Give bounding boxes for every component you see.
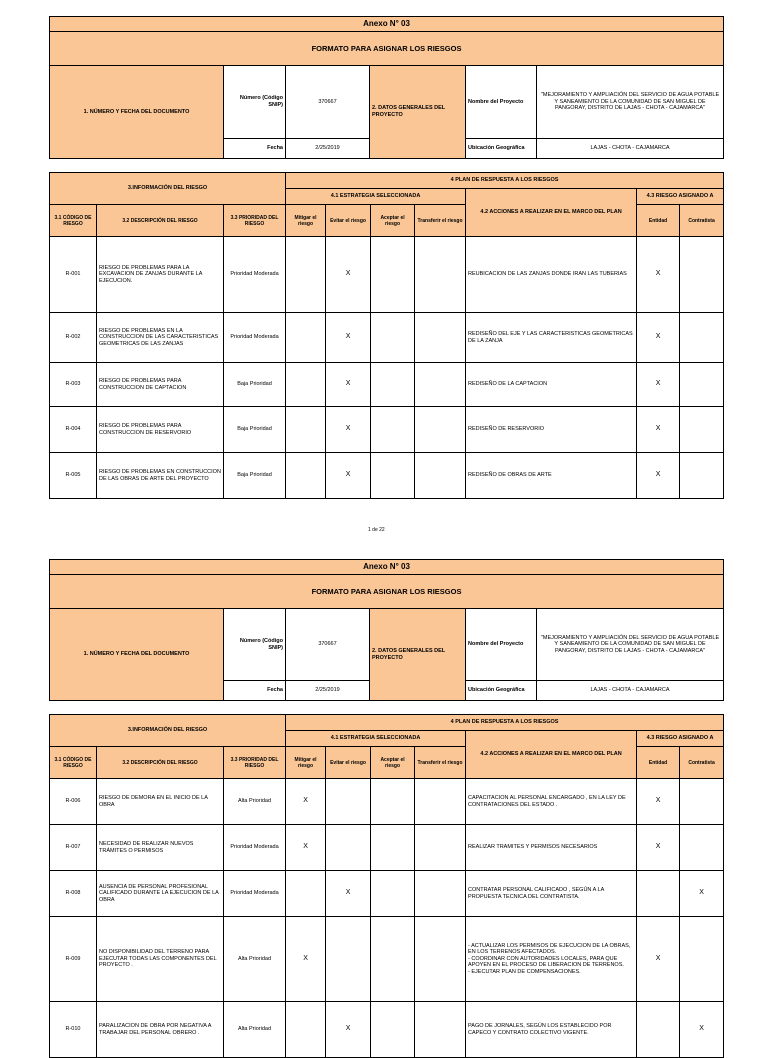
transferir-mark: [415, 313, 466, 363]
table-row: [50, 917, 724, 1002]
numero-value: 370667: [286, 609, 370, 681]
evitar-mark: X: [326, 871, 371, 917]
risk-priority: Prioridad Moderada: [224, 313, 286, 363]
transferir-mark: [415, 1002, 466, 1058]
risk-description: RIESGO DE PROBLEMAS EN LA CONSTRUCCION DE LAS CARACTERISTICAS GEOMETRICAS DE LAS ZANJAS: [97, 313, 224, 363]
ubicacion-value: LAJAS - CHOTA - CAJAMARCA: [537, 139, 724, 159]
aceptar-header: Aceptar el riesgo: [371, 205, 415, 237]
contratista-mark: [680, 407, 724, 453]
annex-title: Anexo N° 03: [50, 17, 724, 32]
risk-code: R-002: [50, 313, 97, 363]
risk-action: - ACTUALIZAR LOS PERMISOS DE EJECUCION DE LA OBRAS, EN LOS TERRENOS AFECTADOS. - COORDINAR CON AUTORIDADES LOCALES, PARA QUE APOYEN EN EL PROCESO DE LIBERACION DE TERRENOS. - EJECUTAR PLAN DE COMPENSACIONES.: [466, 917, 637, 1002]
contratista-header: Contratista: [680, 747, 724, 779]
section-2-label: 2. DATOS GENERALES DEL PROYECTO: [370, 609, 466, 701]
contratista-mark: [680, 917, 724, 1002]
mitigar-mark: [286, 363, 326, 407]
entidad-mark: X: [637, 779, 680, 825]
risk-priority: Prioridad Moderada: [224, 237, 286, 313]
aceptar-mark: [371, 237, 415, 313]
format-title: FORMATO PARA ASIGNAR LOS RIESGOS: [50, 575, 724, 609]
mitigar-mark: [286, 313, 326, 363]
transferir-mark: [415, 871, 466, 917]
aceptar-mark: [371, 871, 415, 917]
table-row: [50, 407, 724, 453]
asignado-header: 4.3 RIESGO ASIGNADO A: [637, 731, 724, 747]
contratista-mark: [680, 313, 724, 363]
fecha-label: Fecha: [224, 681, 286, 701]
entidad-header: Entidad: [637, 205, 680, 237]
table-row: [50, 363, 724, 407]
estrategia-header: 4.1 ESTRATEGIA SELECCIONADA: [286, 731, 466, 747]
codigo-header: 3.1 CÓDIGO DE RIESGO: [50, 205, 97, 237]
aceptar-mark: [371, 407, 415, 453]
table-row: [50, 825, 724, 871]
proyecto-label: Nombre del Proyecto: [466, 609, 537, 681]
table-row: [50, 237, 724, 313]
section-1-label: 1. NÚMERO Y FECHA DEL DOCUMENTO: [50, 609, 224, 701]
contratista-header: Contratista: [680, 205, 724, 237]
section-2-label: 2. DATOS GENERALES DEL PROYECTO: [370, 66, 466, 159]
page-number: 1 de 22: [368, 527, 385, 533]
risk-description: RIESGO DE PROBLEMAS PARA LA EXCAVACION DE ZANJAS DURANTE LA EJECUCION.: [97, 237, 224, 313]
risk-action: PAGO DE JORNALES, SEGÚN LOS ESTABLECIDO POR CAPECO Y CONTRATO COLECTIVO VIGENTE.: [466, 1002, 637, 1058]
risk-description: NECESIDAD DE REALIZAR NUEVOS TRÁMITES O PERMISOS: [97, 825, 224, 871]
fecha-label: Fecha: [224, 139, 286, 159]
table-row: [50, 871, 724, 917]
contratista-mark: [680, 237, 724, 313]
transferir-header: Transferir el riesgo: [415, 747, 466, 779]
evitar-header: Evitar el riesgo: [326, 205, 371, 237]
plan-header: 4 PLAN DE RESPUESTA A LOS RIESGOS: [286, 173, 724, 189]
risk-priority: Baja Prioridad: [224, 407, 286, 453]
risk-code: R-003: [50, 363, 97, 407]
transferir-header: Transferir el riesgo: [415, 205, 466, 237]
contratista-mark: X: [680, 871, 724, 917]
mitigar-mark: [286, 407, 326, 453]
transferir-mark: [415, 779, 466, 825]
contratista-mark: [680, 453, 724, 499]
aceptar-mark: [371, 313, 415, 363]
risk-description: RIESGO DE PROBLEMAS EN CONSTRUCCION DE LAS OBRAS DE ARTE DEL PROYECTO: [97, 453, 224, 499]
entidad-mark: X: [637, 237, 680, 313]
risk-action: REDISEÑO DE OBRAS DE ARTE: [466, 453, 637, 499]
risk-code: R-005: [50, 453, 97, 499]
risk-action: CONTRATAR PERSONAL CALIFICADO , SEGÚN A LA PROPUESTA TECNICA DEL CONTRATISTA.: [466, 871, 637, 917]
risk-code: R-006: [50, 779, 97, 825]
risk-description: RIESGO DE DEMORA EN EL INICIO DE LA OBRA: [97, 779, 224, 825]
descripcion-header: 3.2 DESCRIPCIÓN DEL RIESGO: [97, 747, 224, 779]
numero-label: Número (Código SNIP): [224, 66, 286, 139]
evitar-mark: [326, 779, 371, 825]
aceptar-header: Aceptar el riesgo: [371, 747, 415, 779]
risk-action: REDISEÑO DEL EJE Y LAS CARACTERISTICAS GEOMETRICAS DE LA ZANJA: [466, 313, 637, 363]
info-header: 3.INFORMACIÓN DEL RIESGO: [50, 173, 286, 205]
entidad-mark: X: [637, 825, 680, 871]
info-header: 3.INFORMACIÓN DEL RIESGO: [50, 715, 286, 747]
fecha-value: 2/25/2019: [286, 139, 370, 159]
aceptar-mark: [371, 917, 415, 1002]
contratista-mark: [680, 363, 724, 407]
codigo-header: 3.1 CÓDIGO DE RIESGO: [50, 747, 97, 779]
descripcion-header: 3.2 DESCRIPCIÓN DEL RIESGO: [97, 205, 224, 237]
transferir-mark: [415, 407, 466, 453]
entidad-mark: X: [637, 363, 680, 407]
acciones-header: 4.2 ACCIONES A REALIZAR EN EL MARCO DEL PLAN: [466, 189, 637, 237]
entidad-mark: X: [637, 407, 680, 453]
ubicacion-label: Ubicación Geográfica: [466, 681, 537, 701]
risk-table-1: [49, 172, 724, 499]
aceptar-mark: [371, 363, 415, 407]
risk-description: PARALIZACION DE OBRA POR NEGATIVA A TRABAJAR DEL PERSONAL OBRERO .: [97, 1002, 224, 1058]
risk-code: R-009: [50, 917, 97, 1002]
evitar-mark: [326, 825, 371, 871]
risk-description: NO DISPONIBILIDAD DEL TERRENO PARA EJECUTAR TODAS LAS COMPONENTES DEL PROYECTO .: [97, 917, 224, 1002]
risk-priority: Baja Prioridad: [224, 453, 286, 499]
acciones-header: 4.2 ACCIONES A REALIZAR EN EL MARCO DEL PLAN: [466, 731, 637, 779]
risk-code: R-010: [50, 1002, 97, 1058]
proyecto-value: "MEJORAMIENTO Y AMPLIACIÓN DEL SERVICIO DE AGUA POTABLE Y SANEAMIENTO DE LA COMUNIDAD DE SAN MIGUEL DE PANGORAY, DISTRITO DE LAJAS - CHOTA - CAJAMARCA": [537, 609, 724, 681]
aceptar-mark: [371, 453, 415, 499]
risk-code: R-007: [50, 825, 97, 871]
prioridad-header: 3.3 PRIORIDAD DEL RIESGO: [224, 205, 286, 237]
ubicacion-label: Ubicación Geográfica: [466, 139, 537, 159]
entidad-header: Entidad: [637, 747, 680, 779]
aceptar-mark: [371, 779, 415, 825]
entidad-mark: [637, 1002, 680, 1058]
proyecto-label: Nombre del Proyecto: [466, 66, 537, 139]
contratista-mark: [680, 779, 724, 825]
risk-priority: Prioridad Moderada: [224, 871, 286, 917]
transferir-mark: [415, 453, 466, 499]
header-table-2: [49, 559, 724, 701]
risk-priority: Prioridad Moderada: [224, 825, 286, 871]
mitigar-mark: [286, 1002, 326, 1058]
transferir-mark: [415, 917, 466, 1002]
numero-value: 370667: [286, 66, 370, 139]
prioridad-header: 3.3 PRIORIDAD DEL RIESGO: [224, 747, 286, 779]
risk-action: CAPACITACION AL PERSONAL ENCARGADO , EN LA LEY DE CONTRATACIONES DEL ESTADO .: [466, 779, 637, 825]
numero-label: Número (Código SNIP): [224, 609, 286, 681]
risk-priority: Alta Prioridad: [224, 1002, 286, 1058]
asignado-header: 4.3 RIESGO ASIGNADO A: [637, 189, 724, 205]
evitar-mark: X: [326, 313, 371, 363]
transferir-mark: [415, 363, 466, 407]
table-row: [50, 453, 724, 499]
entidad-mark: X: [637, 917, 680, 1002]
transferir-mark: [415, 237, 466, 313]
evitar-mark: [326, 917, 371, 1002]
evitar-mark: X: [326, 363, 371, 407]
plan-header: 4 PLAN DE RESPUESTA A LOS RIESGOS: [286, 715, 724, 731]
contratista-mark: [680, 825, 724, 871]
aceptar-mark: [371, 825, 415, 871]
estrategia-header: 4.1 ESTRATEGIA SELECCIONADA: [286, 189, 466, 205]
table-row: [50, 779, 724, 825]
mitigar-mark: [286, 871, 326, 917]
entidad-mark: [637, 871, 680, 917]
entidad-mark: X: [637, 453, 680, 499]
risk-code: R-008: [50, 871, 97, 917]
annex-title: Anexo N° 03: [50, 560, 724, 575]
risk-priority: Baja Prioridad: [224, 363, 286, 407]
transferir-mark: [415, 825, 466, 871]
mitigar-mark: X: [286, 825, 326, 871]
section-1-label: 1. NÚMERO Y FECHA DEL DOCUMENTO: [50, 66, 224, 159]
risk-code: R-001: [50, 237, 97, 313]
format-title: FORMATO PARA ASIGNAR LOS RIESGOS: [50, 32, 724, 66]
evitar-mark: X: [326, 237, 371, 313]
risk-description: RIESGO DE PROBLEMAS PARA CONSTRUCCION DE CAPTACION: [97, 363, 224, 407]
evitar-mark: X: [326, 1002, 371, 1058]
risk-action: REDISEÑO DE RESERVORIO: [466, 407, 637, 453]
ubicacion-value: LAJAS - CHOTA - CAJAMARCA: [537, 681, 724, 701]
risk-code: R-004: [50, 407, 97, 453]
mitigar-mark: X: [286, 779, 326, 825]
evitar-mark: X: [326, 407, 371, 453]
risk-action: REDISEÑO DE LA CAPTACION: [466, 363, 637, 407]
risk-description: RIESGO DE PROBLEMAS PARA CONSTRUCCION DE RESERVORIO: [97, 407, 224, 453]
header-table-1: [49, 16, 724, 159]
mitigar-header: Mitigar el riesgo: [286, 205, 326, 237]
contratista-mark: X: [680, 1002, 724, 1058]
mitigar-mark: X: [286, 917, 326, 1002]
proyecto-value: "MEJORAMIENTO Y AMPLIACIÓN DEL SERVICIO DE AGUA POTABLE Y SANEAMIENTO DE LA COMUNIDAD DE SAN MIGUEL DE PANGORAY, DISTRITO DE LAJAS - CHOTA - CAJAMARCA": [537, 66, 724, 139]
risk-action: REALIZAR TRAMITES Y PERMISOS NECESARIOS: [466, 825, 637, 871]
evitar-mark: X: [326, 453, 371, 499]
aceptar-mark: [371, 1002, 415, 1058]
mitigar-header: Mitigar el riesgo: [286, 747, 326, 779]
risk-table-2: [49, 714, 724, 1058]
mitigar-mark: [286, 237, 326, 313]
fecha-value: 2/25/2019: [286, 681, 370, 701]
risk-action: REUBICACION DE LAS ZANJAS DONDE IRAN LAS TUBERIAS: [466, 237, 637, 313]
risk-priority: Alta Prioridad: [224, 779, 286, 825]
table-row: [50, 1002, 724, 1058]
table-row: [50, 313, 724, 363]
risk-priority: Alta Prioridad: [224, 917, 286, 1002]
evitar-header: Evitar el riesgo: [326, 747, 371, 779]
mitigar-mark: [286, 453, 326, 499]
entidad-mark: X: [637, 313, 680, 363]
risk-description: AUSENCIA DE PERSONAL PROFESIONAL CALIFICADO DURANTE LA EJECUCION DE LA OBRA: [97, 871, 224, 917]
